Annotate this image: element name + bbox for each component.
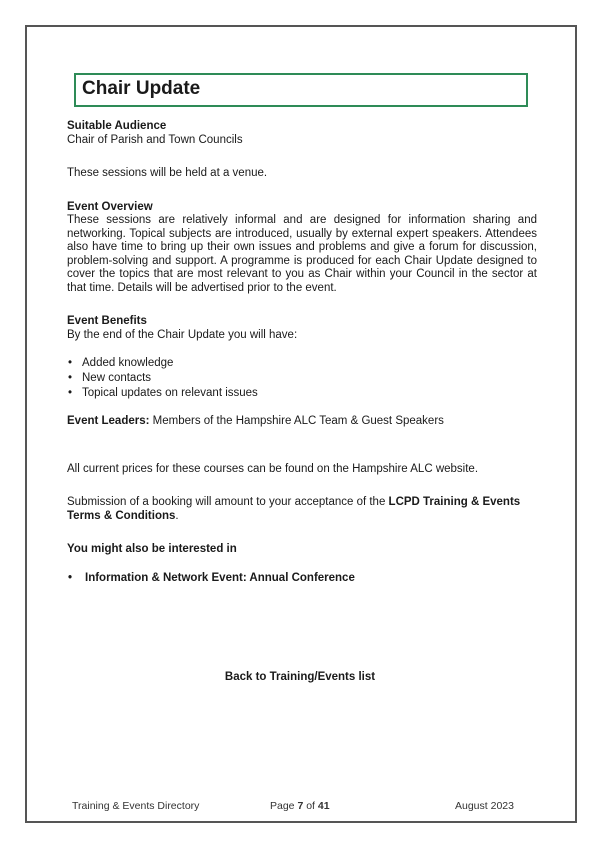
benefits-list (67, 356, 537, 401)
venue-note: These sessions will be held at a venue. (67, 167, 268, 179)
interest-heading: You might also be interested in (67, 543, 237, 555)
overview-text: These sessions are relatively informal and are designed for information sharing and networking. Topical subjects are introduced, usually by external expert speakers. Attendees also have time to bring up their own issues and problems and give a forum for discussion, problem-solving and support. A programme is produced for each Chair Update designed to cover the topics that are most relevant to you as Chair within your Council in the sector at that time. Details will be advertised prior to the event. (67, 214, 537, 294)
audience-heading: Suitable Audience (67, 120, 167, 132)
interest-link[interactable]: • Information & Network Event: Annual Conference (67, 571, 537, 586)
prices-note: All current prices for these courses can be found on the Hampshire ALC website. (67, 462, 479, 475)
page-of: of (303, 800, 318, 812)
event-leaders-text: Members of the Hampshire ALC Team & Guest Speakers (149, 415, 444, 427)
footer-date: August 2023 (455, 800, 514, 812)
interest-list (67, 571, 537, 586)
benefits-intro: By the end of the Chair Update you will have: (67, 328, 298, 341)
back-to-list-link[interactable]: Back to Training/Events list (224, 671, 376, 683)
event-leaders (67, 415, 537, 429)
benefits-heading: Event Benefits (67, 315, 147, 327)
page-prefix: Page (270, 800, 298, 812)
footer-page-number (270, 800, 330, 812)
event-leaders-label: Event Leaders: (67, 415, 150, 427)
booking-text: Submission of a booking will amount to your acceptance of the (67, 496, 389, 508)
page-total: 41 (317, 800, 330, 812)
list-item: • Topical updates on relevant issues (67, 386, 537, 401)
booking-note (67, 496, 537, 523)
page-current: 7 (297, 800, 304, 812)
audience-text: Chair of Parish and Town Councils (67, 133, 243, 146)
list-item: • Added knowledge (67, 356, 537, 371)
footer-left: Training & Events Directory (72, 800, 200, 812)
title-box (74, 73, 528, 107)
booking-end: . (175, 509, 179, 522)
terms-link[interactable]: LCPD Training & Events Terms & Conditions (67, 496, 521, 522)
content (67, 120, 537, 586)
list-item: • New contacts (67, 371, 537, 386)
page-title: Chair Update (82, 78, 201, 99)
overview-heading: Event Overview (67, 200, 153, 213)
